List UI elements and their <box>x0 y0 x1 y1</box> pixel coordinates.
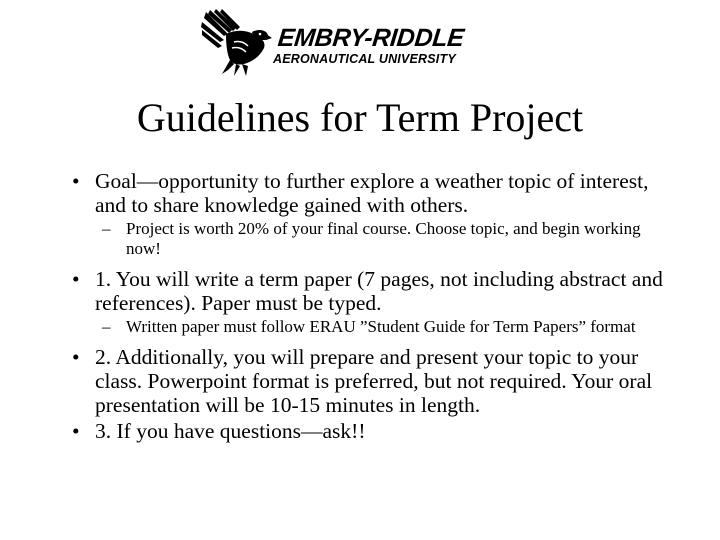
sub-bullet-text: Project is worth 20% of your final course. Choose topic, and begin working now! <box>126 219 641 258</box>
logo-subtitle: AERONAUTICAL UNIVERSITY <box>273 52 456 66</box>
eagle-icon <box>200 8 280 78</box>
bullet-marker: • <box>72 345 80 369</box>
bullet-item-presentation <box>72 345 672 417</box>
bullet-item-questions <box>72 419 672 443</box>
sub-bullet-item <box>72 317 672 337</box>
bullet-text: 2. Additionally, you will prepare and present your topic to your class. Powerpoint format is preferred, but not required. Your oral presentation will be 10-15 minutes in length. <box>95 345 653 417</box>
bullet-marker: • <box>72 267 80 291</box>
sub-bullet-marker: – <box>102 219 111 238</box>
bullet-marker: • <box>72 169 80 193</box>
sub-bullet-marker: – <box>102 317 111 336</box>
sub-bullet-text: Written paper must follow ERAU ”Student Guide for Term Papers” format <box>126 317 636 336</box>
sub-bullet-item <box>72 219 672 259</box>
logo-wordmark: EMBRY-RIDDLE <box>276 24 466 52</box>
bullet-text: 3. If you have questions—ask!! <box>95 419 366 443</box>
bullet-text: Goal—opportunity to further explore a weather topic of interest, and to share knowledge gained with others. <box>95 169 649 217</box>
bullet-item-goal <box>72 169 672 217</box>
slide-title: Guidelines for Term Project <box>136 95 584 140</box>
bullet-text: 1. You will write a term paper (7 pages, not including abstract and references). Paper must be typed. <box>95 267 663 315</box>
bullet-list <box>72 169 672 443</box>
university-logo <box>200 8 500 78</box>
bullet-marker: • <box>72 419 80 443</box>
bullet-item-term-paper <box>72 267 672 315</box>
